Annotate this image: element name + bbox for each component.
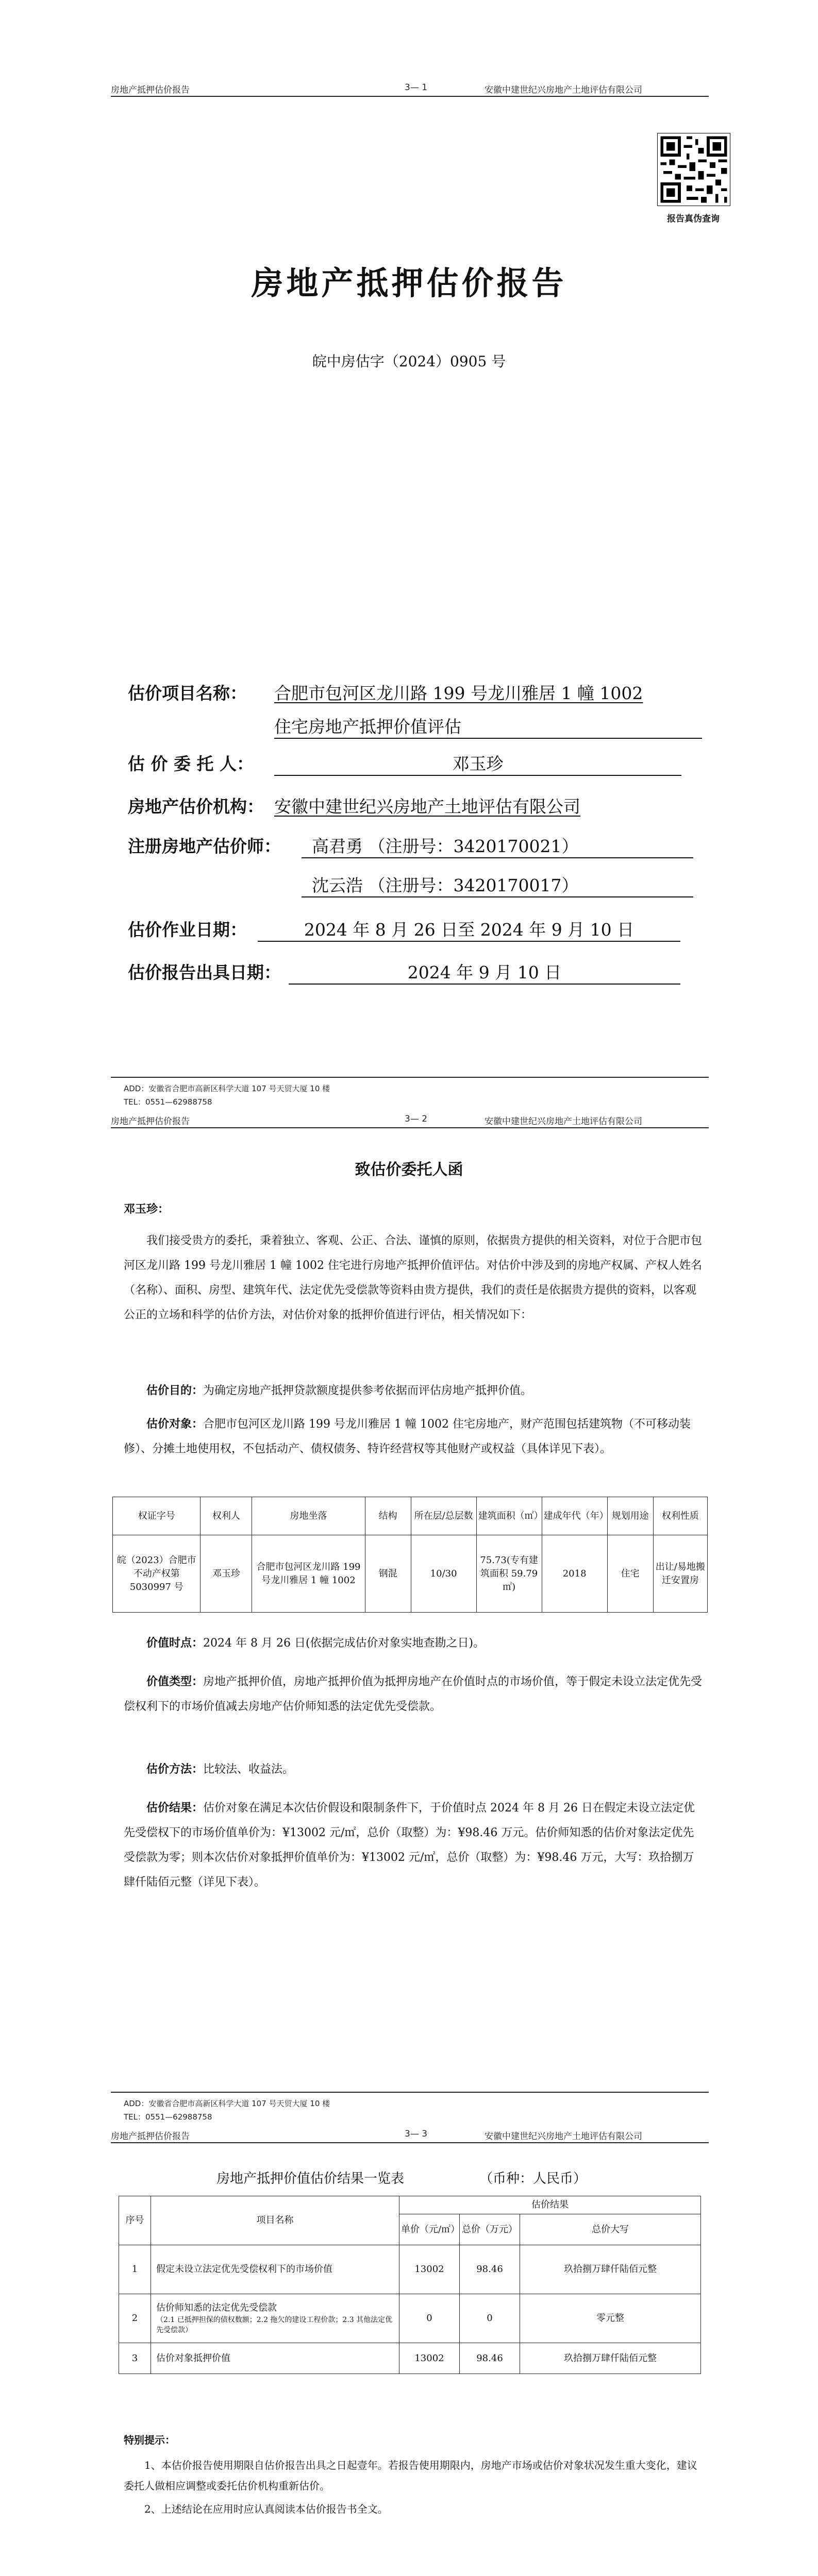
letter-intro: 我们接受贵方的委托，秉着独立、客观、公正、合法、谨慎的原则，依据贵方提供的相关资料，对位于合肥市包河区龙川路 199 号龙川雅居 1 幢 1002 住宅进行房地产抵押价值评估。对估价中涉及到的房地产权属、产权人姓名（名称）、面积、房型、建筑年代、法定优先受偿款等资料由贵方提供，我们的责任是依据贵方提供的资料，以客观公正的立场和科学的估价方法，对估价对象的抵押价值进行评估，相关情况如下：: [124, 1234, 703, 1321]
period-value: 2024 年 8 月 26 日至 2024 年 9 月 10 日: [258, 917, 680, 942]
th-area: 建筑面积（㎡）: [476, 1497, 542, 1535]
summary-title: 房地产抵押价值估价结果一览表: [216, 2171, 405, 2187]
table-row: [113, 1535, 708, 1613]
note-1: 1、本估价报告使用期限自估价报告出具之日起壹年。若报告使用期限内，房地产市场或估价对象状况发生重大变化，建议委托人做相应调整或委托估价机构重新估价。: [124, 2459, 697, 2492]
method-paragraph: [124, 1757, 704, 1782]
report-number: 皖中房估字（2024）0905 号: [312, 353, 506, 370]
note-2: 2、上述结论在应用时应认真阅读本估价报告书全文。: [144, 2503, 388, 2515]
page3-header-rule: [111, 2142, 709, 2143]
cell-area: 75.73(专有建筑面积 59.79 ㎡): [476, 1535, 542, 1613]
footer-tel: TEL：0551—62988758: [124, 1097, 212, 1107]
sum-no: 2: [119, 2294, 151, 2343]
period-label: 估价作业日期：: [128, 920, 247, 940]
project-name-line2: 住宅房地产抵押价值评估: [274, 714, 702, 739]
org-value: 安徽中建世纪兴房地产土地评估有限公司: [274, 796, 580, 817]
th-right: 权利性质: [653, 1497, 707, 1535]
notes-title: 特别提示：: [124, 2434, 175, 2446]
purpose-paragraph: [124, 1378, 704, 1403]
page3-header-page: 3— 3: [405, 2129, 428, 2139]
sum-th-total: 总价（万元）: [460, 2214, 520, 2245]
table-row: [119, 2245, 701, 2294]
th-cert: 权证字号: [113, 1497, 201, 1535]
cell-usage: 住宅: [607, 1535, 653, 1613]
table-row: [119, 2343, 701, 2374]
page1-header-left: 房地产抵押估价报告: [111, 85, 190, 95]
sum-unit: 13002: [399, 2343, 460, 2374]
summary-currency: （币种：人民币）: [479, 2171, 587, 2187]
value-date-paragraph: [124, 1631, 704, 1656]
qr-code-icon[interactable]: [657, 133, 730, 206]
page2-header-page: 3— 2: [405, 1114, 428, 1124]
cell-year: 2018: [542, 1535, 607, 1613]
cell-structure: 钢混: [365, 1535, 411, 1613]
property-table: [112, 1497, 708, 1613]
page1-footer-rule: [111, 1077, 709, 1078]
page2-footer-rule: [111, 2092, 709, 2093]
object-label: 估价对象：: [146, 1417, 204, 1431]
appraiser-1: 高君勇 （注册号：3420170021）: [302, 833, 693, 858]
sum-th-no: 序号: [119, 2196, 151, 2245]
sum-upper: 玖拾捌万肆仟陆佰元整: [520, 2245, 701, 2294]
sum-upper: 零元整: [520, 2294, 701, 2343]
value-date-label: 价值时点：: [146, 1636, 204, 1650]
issue-date-label: 估价报告出具日期：: [128, 962, 281, 982]
cell-floor: 10/30: [411, 1535, 476, 1613]
table-row: [119, 2294, 701, 2343]
page2-header-right: 安徽中建世纪兴房地产土地评估有限公司: [485, 1116, 642, 1127]
sum-unit: 0: [399, 2294, 460, 2343]
sum-upper: 玖拾捌万肆仟陆佰元整: [520, 2343, 701, 2374]
page1-footer: [124, 1082, 330, 1109]
th-structure: 结构: [365, 1497, 411, 1535]
footer-tel: TEL：0551—62988758: [124, 2112, 212, 2122]
org-label: 房地产估价机构：: [128, 796, 264, 817]
method-label: 估价方法：: [146, 1762, 204, 1776]
method-text: 比较法、收益法。: [203, 1763, 294, 1776]
property-table-header: [113, 1497, 708, 1535]
page3-header-left: 房地产抵押估价报告: [111, 2131, 190, 2142]
client-label: 估 价 委 托 人：: [128, 754, 254, 774]
th-floor: 所在层/总层数: [411, 1497, 476, 1535]
footer-address: ADD：安徽省合肥市高新区科学大道 107 号天贸大厦 10 楼: [124, 2099, 330, 2108]
sum-total: 98.46: [460, 2343, 520, 2374]
th-usage: 规划用途: [607, 1497, 653, 1535]
sum-total: 98.46: [460, 2245, 520, 2294]
sum-th-item: 项目名称: [151, 2196, 399, 2245]
letter-salutation: 邓玉珍：: [124, 1202, 170, 1216]
sum-th-unit: 单价（元/㎡）: [399, 2214, 460, 2245]
purpose-text: 为确定房地产抵押贷款额度提供参考依据而评估房地产抵押价值。: [203, 1384, 532, 1397]
object-paragraph: [124, 1412, 704, 1462]
summary-table: [119, 2196, 701, 2374]
footer-address: ADD：安徽省合肥市高新区科学大道 107 号天贸大厦 10 楼: [124, 1084, 330, 1093]
sum-item: 假定未设立法定优先受偿权利下的市场价值: [151, 2245, 399, 2294]
value-type-paragraph: [124, 1669, 704, 1719]
report-title: 房地产抵押估价报告: [251, 264, 567, 302]
page1-header-right: 安徽中建世纪兴房地产土地评估有限公司: [485, 85, 642, 95]
value-type-text: 房地产抵押价值，房地产抵押价值为抵押房地产在价值时点的市场价值，等于假定未设立法定优先受偿权利下的市场价值减去房地产估价师知悉的法定优先受偿款。: [124, 1675, 703, 1713]
project-name-line1: 合肥市包河区龙川路 199 号龙川雅居 1 幢 1002: [274, 683, 643, 703]
th-year: 建成年代（年）: [542, 1497, 607, 1535]
sum-th-upper: 总价大写: [520, 2214, 701, 2245]
th-owner: 权利人: [201, 1497, 252, 1535]
object-text: 合肥市包河区龙川路 199 号龙川雅居 1 幢 1002 住宅房地产，财产范围包括建筑物（不可移动装修）、分摊土地使用权，不包括动产、债权债务、特许经营权等其他财产或权益（具体详见下表）。: [124, 1418, 691, 1455]
cell-right: 出让/易地搬迁安置房: [653, 1535, 707, 1613]
page2-header-rule: [111, 1127, 709, 1128]
project-name-label: 估价项目名称：: [128, 683, 247, 703]
result-text: 估价对象在满足本次估价假设和限制条件下，于价值时点 2024 年 8 月 26 日在假定未设立法定优先受偿权下的市场价值单价为：¥13002 元/㎡，总价（取整）为：¥98.46 万元。估价师知悉的估价对象法定优先受偿款为零；则本次估价对象抵押价值单价为：¥13002 元/㎡，总价（取整）为：¥98.46 万元，大写：玖拾捌万肆仟陆佰元整（详见下表）。: [124, 1802, 695, 1889]
purpose-label: 估价目的：: [146, 1384, 204, 1397]
value-date-text: 2024 年 8 月 26 日(依据完成估价对象实地查勘之日)。: [203, 1637, 485, 1650]
th-location: 房地坐落: [252, 1497, 365, 1535]
page3-header-right: 安徽中建世纪兴房地产土地评估有限公司: [485, 2131, 642, 2142]
page2-footer: [124, 2097, 330, 2124]
sum-unit: 13002: [399, 2245, 460, 2294]
page1-header-page: 3— 1: [405, 82, 428, 93]
appraiser-label: 注册房地产估价师：: [128, 836, 281, 856]
sum-total: 0: [460, 2294, 520, 2343]
page2-header-left: 房地产抵押估价报告: [111, 1116, 190, 1127]
sum-no: 3: [119, 2343, 151, 2374]
issue-date-value: 2024 年 9 月 10 日: [289, 959, 680, 985]
qr-caption: 报告真伪查询: [667, 214, 720, 224]
result-label: 估价结果：: [146, 1801, 204, 1815]
value-type-label: 价值类型：: [146, 1675, 204, 1688]
page1-header-rule: [111, 96, 709, 97]
result-paragraph: [124, 1795, 704, 1895]
sum-item-cell: [151, 2294, 399, 2343]
letter-title: 致估价委托人函: [355, 1161, 463, 1179]
cell-cert: 皖（2023）合肥市不动产权第5030997 号: [113, 1535, 201, 1613]
cell-owner: 邓玉珍: [201, 1535, 252, 1613]
sum-no: 1: [119, 2245, 151, 2294]
cell-location: 合肥市包河区龙川路 199 号龙川雅居 1 幢 1002: [252, 1535, 365, 1613]
sum-item-note: （2.1 已抵押担保的债权数额；2.2 拖欠的建设工程价款；2.3 其他法定优先受偿款）: [156, 2316, 393, 2334]
client-value: 邓玉珍: [274, 751, 681, 776]
appraiser-2: 沈云浩 （注册号：3420170017）: [302, 872, 693, 897]
sum-item: 估价师知悉的法定优先受偿款: [156, 2302, 277, 2313]
sum-item: 估价对象抵押价值: [151, 2343, 399, 2374]
sum-th-result: 估价结果: [399, 2196, 701, 2214]
